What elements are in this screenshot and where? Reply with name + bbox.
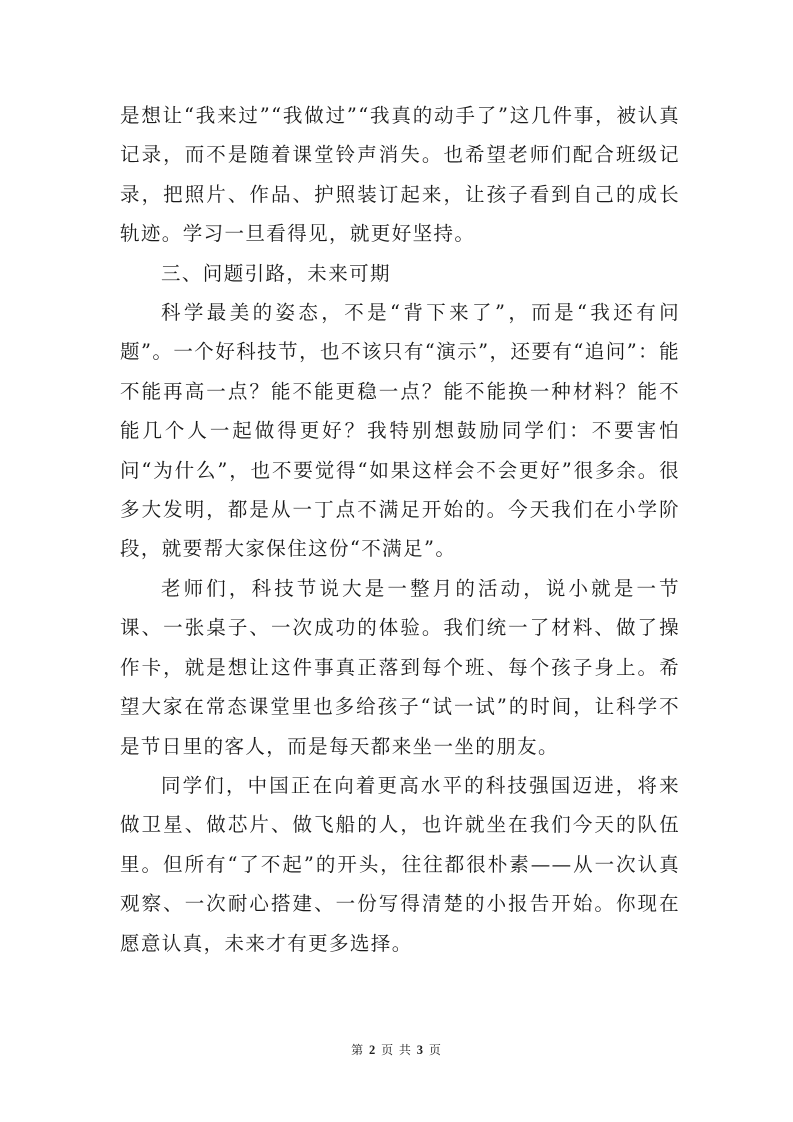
paragraph-students: 同学们，中国正在向着更高水平的科技强国迈进，将来做卫星、做芯片、做飞船的人，也许就坐在我们今天的队伍里。但所有“了不起”的开头，往往都很朴素——从一次认真观察、一次耐心搭建、一份写得清楚的小报告开始。你现在愿意认真，未来才有更多选择。 bbox=[120, 773, 680, 955]
footer-middle: 页 共 bbox=[381, 1043, 412, 1057]
total-pages-number: 3 bbox=[416, 1043, 424, 1057]
footer-prefix: 第 bbox=[351, 1043, 365, 1057]
footer-suffix: 页 bbox=[428, 1043, 442, 1057]
paragraph-teachers: 老师们，科技节说大是一整月的活动，说小就是一节课、一张桌子、一次成功的体验。我们统一了材料、做了操作卡，就是想让这件事真正落到每个班、每个孩子身上。希望大家在常态课堂里也多给孩子“试一试”的时间，让科学不是节日里的客人，而是每天都来坐一坐的朋友。 bbox=[120, 576, 680, 758]
current-page-number: 2 bbox=[369, 1043, 377, 1057]
document-body bbox=[120, 96, 680, 963]
paragraph-questions: 科学最美的姿态，不是“背下来了”，而是“我还有问题”。一个好科技节，也不该只有“演示”，还要有“追问”：能不能再高一点？能不能更稳一点？能不能换一种材料？能不能几个人一起做得更好？我特别想鼓励同学们：不要害怕问“为什么”，也不要觉得“如果这样会不会更好”很多余。很多大发明，都是从一丁点不满足开始的。今天我们在小学阶段，就要帮大家保住这份“不满足”。 bbox=[120, 301, 680, 561]
section-heading: 三、问题引路，未来可期 bbox=[161, 261, 391, 285]
page-footer bbox=[0, 1042, 793, 1058]
paragraph-continued: 是想让“我来过”“我做过”“我真的动手了”这几件事，被认真记录，而不是随着课堂铃声消失。也希望老师们配合班级记录，把照片、作品、护照装订起来，让孩子看到自己的成长轨迹。学习一旦看得见，就更好坚持。 bbox=[120, 104, 680, 246]
